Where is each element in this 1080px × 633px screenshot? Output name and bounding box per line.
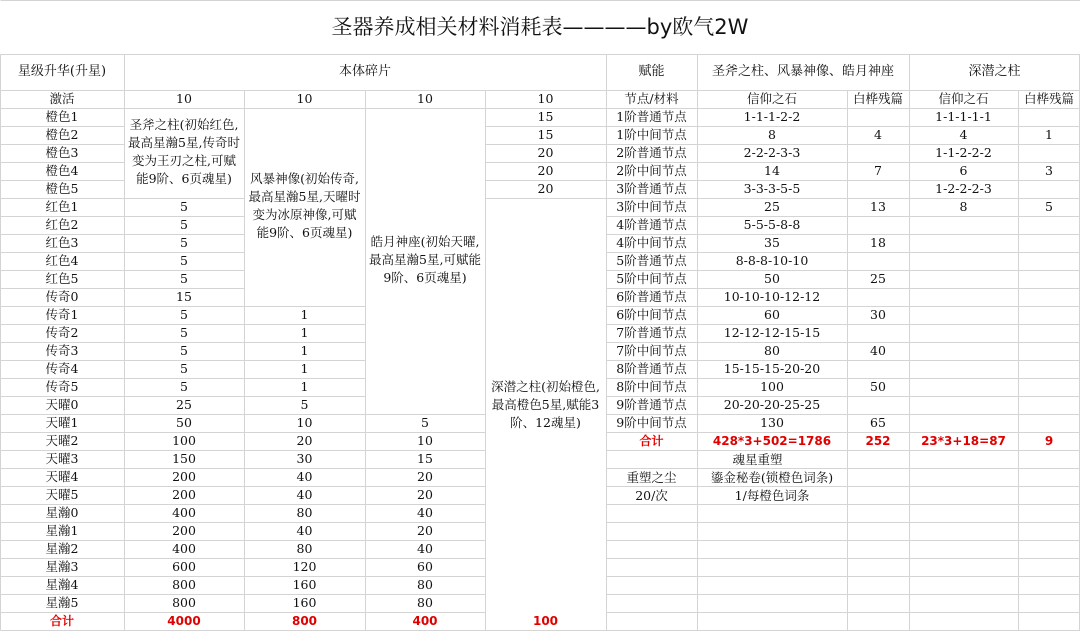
talent-cell-b1 xyxy=(847,288,909,306)
star-cell-b: 10 xyxy=(296,91,313,106)
talent-cell-f2 xyxy=(909,306,1018,324)
star-cell-d: 10 xyxy=(537,91,554,106)
star-cell-d xyxy=(485,198,606,216)
talent-cell-f1: 80 xyxy=(764,343,780,358)
star-cell-d xyxy=(485,342,606,360)
star-cell-d xyxy=(485,486,606,504)
talent-cell-f2 xyxy=(909,216,1018,234)
star-cell-a xyxy=(124,108,244,126)
talent-node-label: 7阶普通节点 xyxy=(616,325,687,340)
star-cell-b xyxy=(244,162,365,180)
star-row-label: 星瀚4 xyxy=(45,577,79,592)
talent-node-label: 4阶中间节点 xyxy=(616,235,687,250)
star-total-a: 4000 xyxy=(167,614,201,628)
talent-total-f2: 23*3+18=87 xyxy=(921,434,1006,448)
talent-cell-f2: 1-2-2-2-3 xyxy=(935,181,992,196)
talent-cell-b2 xyxy=(1018,180,1080,198)
talent-cell-b1 xyxy=(847,396,909,414)
talent-cell-b1 xyxy=(847,216,909,234)
star-cell-d: 15 xyxy=(537,109,554,124)
star-cell-d xyxy=(485,576,606,594)
star-cell-d xyxy=(485,504,606,522)
talent-cell-f2 xyxy=(909,342,1018,360)
star-cell-c xyxy=(365,324,485,342)
star-row-label: 天曜4 xyxy=(45,469,79,484)
talent-node-label: 2阶普通节点 xyxy=(616,145,687,160)
star-cell-b: 1 xyxy=(300,361,309,376)
star-cell-a: 100 xyxy=(172,433,196,448)
star-row-label: 星瀚2 xyxy=(45,541,79,556)
star-cell-b: 20 xyxy=(296,433,313,448)
star-total-b: 800 xyxy=(291,614,318,628)
talent-cell-f1: 8 xyxy=(768,127,776,142)
header-fragments: 本体碎片 xyxy=(338,64,391,79)
talent-cell-b2 xyxy=(1018,342,1080,360)
star-cell-d xyxy=(485,414,606,432)
star-cell-b: 160 xyxy=(292,577,317,592)
talent-cell-f2 xyxy=(909,396,1018,414)
talent-node-label: 7阶中间节点 xyxy=(616,343,687,358)
talent-cell-b1: 13 xyxy=(870,199,886,214)
star-total-d: 100 xyxy=(532,614,559,628)
star-cell-a: 200 xyxy=(172,523,196,538)
star-row-label: 星瀚5 xyxy=(45,595,79,610)
star-row-label: 天曜3 xyxy=(45,451,79,466)
talent-cell-b2: 5 xyxy=(1045,199,1053,214)
star-cell-b: 1 xyxy=(300,307,309,322)
star-cell-d xyxy=(485,540,606,558)
star-cell-a: 800 xyxy=(172,595,196,610)
talent-cell-b1 xyxy=(847,108,909,126)
star-row-label: 红色4 xyxy=(45,253,79,268)
talent-cell-f1: 130 xyxy=(760,415,784,430)
talent-cell-f1: 14 xyxy=(764,163,780,178)
star-total-c: 400 xyxy=(412,614,438,628)
star-cell-a: 200 xyxy=(172,487,196,502)
talent-node-label: 2阶中间节点 xyxy=(616,163,687,178)
star-row-label: 传奇2 xyxy=(45,325,79,340)
star-cell-c: 20 xyxy=(417,487,433,502)
talent-cell-b2 xyxy=(1018,306,1080,324)
star-cell-a: 200 xyxy=(172,469,196,484)
star-cell-b: 1 xyxy=(300,325,309,340)
talent-cell-f1: 50 xyxy=(764,271,780,286)
star-cell-a: 5 xyxy=(180,253,188,268)
star-row-label: 天曜2 xyxy=(45,433,79,448)
star-cell-a: 5 xyxy=(180,379,188,394)
star-cell-d xyxy=(485,432,606,450)
talent-cell-b2 xyxy=(1018,396,1080,414)
talent-node-label: 5阶普通节点 xyxy=(616,253,687,268)
star-cell-b xyxy=(244,108,365,126)
talent-node-label: 5阶中间节点 xyxy=(616,271,687,286)
star-cell-b: 160 xyxy=(292,595,317,610)
talent-node-label: 9阶中间节点 xyxy=(616,415,687,430)
star-cell-d xyxy=(485,522,606,540)
talent-cell-b2 xyxy=(1018,324,1080,342)
talent-total-node: 合计 xyxy=(639,434,664,448)
talent-cell-b1: 50 xyxy=(870,379,886,394)
soul-cost-dust: 20/次 xyxy=(635,488,668,503)
talent-cell-f1: 25 xyxy=(764,199,780,214)
star-cell-c: 40 xyxy=(417,505,433,520)
star-cell-c xyxy=(365,234,485,252)
note-storm-statue: 风暴神像(初始传奇,最高星瀚5星,天曜时变为冰原神像,可赋能9阶、6页魂星) xyxy=(248,171,361,240)
star-cell-d: 20 xyxy=(537,163,554,178)
talent-cell-f1: 3-3-3-5-5 xyxy=(743,181,801,196)
star-cell-c: 80 xyxy=(417,595,433,610)
talent-cell-f1: 8-8-8-10-10 xyxy=(735,253,809,268)
talent-cell-f2 xyxy=(909,288,1018,306)
talent-header-b2: 白桦残篇 xyxy=(1023,91,1074,106)
talent-cell-f2 xyxy=(909,414,1018,432)
star-cell-c: 20 xyxy=(417,523,433,538)
talent-header-f2: 信仰之石 xyxy=(938,91,989,106)
talent-cell-b1: 25 xyxy=(870,271,886,286)
star-cell-c xyxy=(365,216,485,234)
talent-node-label: 8阶普通节点 xyxy=(616,361,687,376)
star-cell-d xyxy=(485,594,606,612)
star-row-label: 传奇3 xyxy=(45,343,79,358)
talent-cell-f2 xyxy=(909,378,1018,396)
star-cell-a: 600 xyxy=(172,559,196,574)
talent-cell-b1 xyxy=(847,360,909,378)
star-cell-c xyxy=(365,342,485,360)
talent-cell-f2: 6 xyxy=(959,163,968,178)
star-cell-c xyxy=(365,198,485,216)
star-cell-c xyxy=(365,270,485,288)
talent-cell-b2 xyxy=(1018,270,1080,288)
star-cell-d xyxy=(485,558,606,576)
star-cell-c: 60 xyxy=(417,559,433,574)
star-row-label: 传奇0 xyxy=(45,289,79,304)
star-cell-c xyxy=(365,306,485,324)
star-cell-d xyxy=(485,468,606,486)
note-abyss-pillar: 深潜之柱(初始橙色,最高橙色5星,赋能3阶、12魂星) xyxy=(491,379,600,430)
star-cell-b: 10 xyxy=(296,415,313,430)
note-axe-pillar: 圣斧之柱(初始红色,最高星瀚5星,传奇时变为王刃之柱,可赋能9阶、6页魂星) xyxy=(128,117,240,186)
talent-node-label: 8阶中间节点 xyxy=(616,379,687,394)
star-cell-d: 20 xyxy=(537,145,554,160)
star-cell-b xyxy=(244,198,365,216)
talent-cell-b2 xyxy=(1018,234,1080,252)
star-cell-a: 150 xyxy=(172,451,196,466)
star-cell-c xyxy=(365,162,485,180)
talent-cell-f2 xyxy=(909,360,1018,378)
header-pillars: 圣斧之柱、风暴神像、皓月神座 xyxy=(711,64,894,79)
star-row-label: 橙色3 xyxy=(45,145,79,160)
star-cell-a: 800 xyxy=(172,577,196,592)
talent-node-label: 4阶普通节点 xyxy=(616,217,687,232)
star-row-label: 激活 xyxy=(49,91,75,106)
talent-cell-f2: 4 xyxy=(959,127,968,142)
star-cell-a: 5 xyxy=(180,217,188,232)
talent-cell-b2 xyxy=(1018,108,1080,126)
note-moon-throne: 皓月神座(初始天曜,最高星瀚5星,可赋能9阶、6页魂星) xyxy=(369,234,481,285)
star-row-label: 传奇4 xyxy=(45,361,79,376)
star-cell-c: 10 xyxy=(417,433,433,448)
talent-cell-b2 xyxy=(1018,216,1080,234)
talent-cell-f2: 1-1-1-1-1 xyxy=(935,109,992,124)
talent-cell-b1: 4 xyxy=(874,127,882,142)
star-row-label: 红色1 xyxy=(45,199,79,214)
soul-cost-scroll: 1/每橙色词条 xyxy=(734,488,810,503)
star-cell-c xyxy=(365,144,485,162)
talent-cell-b1 xyxy=(847,180,909,198)
star-row-label: 橙色5 xyxy=(45,181,79,196)
talent-node-label: 9阶普通节点 xyxy=(616,397,687,412)
talent-cell-f1: 100 xyxy=(760,379,784,394)
talent-cell-f2 xyxy=(909,270,1018,288)
talent-cell-b2 xyxy=(1018,414,1080,432)
star-cell-d xyxy=(485,216,606,234)
star-cell-a: 5 xyxy=(180,325,188,340)
star-cell-c: 40 xyxy=(417,541,433,556)
talent-cell-b2: 3 xyxy=(1045,163,1053,178)
star-row-label: 传奇5 xyxy=(45,379,79,394)
star-row-label: 红色5 xyxy=(45,271,79,286)
talent-total-f1: 428*3+502=1786 xyxy=(712,434,832,448)
star-cell-a: 5 xyxy=(180,361,188,376)
talent-cell-b1 xyxy=(847,324,909,342)
star-row-label: 天曜0 xyxy=(45,397,79,412)
talent-total-b2: 9 xyxy=(1044,434,1054,448)
header-talent: 赋能 xyxy=(638,64,665,79)
talent-node-label: 3阶普通节点 xyxy=(616,181,687,196)
talent-cell-b2 xyxy=(1018,360,1080,378)
star-row-label: 天曜1 xyxy=(45,415,79,430)
talent-cell-b1: 7 xyxy=(874,163,882,178)
star-cell-b: 30 xyxy=(296,451,313,466)
star-cell-b: 120 xyxy=(292,559,317,574)
star-cell-b xyxy=(244,126,365,144)
star-row-label: 天曜5 xyxy=(45,487,79,502)
talent-cell-f1: 10-10-10-12-12 xyxy=(723,289,821,304)
star-row-label: 星瀚0 xyxy=(45,505,79,520)
star-cell-b xyxy=(244,270,365,288)
star-row-label: 橙色4 xyxy=(45,163,79,178)
star-cell-d xyxy=(485,396,606,414)
star-cell-c: 80 xyxy=(417,577,433,592)
talent-node-label: 6阶中间节点 xyxy=(616,307,687,322)
star-cell-d xyxy=(485,306,606,324)
talent-cell-b1: 65 xyxy=(870,415,886,430)
talent-cell-b1 xyxy=(847,252,909,270)
star-row-label: 红色3 xyxy=(45,235,79,250)
soul-scroll: 鎏金秘卷(锁橙色词条) xyxy=(710,470,834,485)
star-cell-a xyxy=(124,162,244,180)
star-cell-b xyxy=(244,234,365,252)
talent-cell-f1: 60 xyxy=(764,307,780,322)
star-cell-d: 20 xyxy=(537,181,554,196)
star-cell-a: 50 xyxy=(176,415,192,430)
talent-cell-b2 xyxy=(1018,378,1080,396)
talent-cell-f1: 1-1-1-2-2 xyxy=(743,109,801,124)
talent-cell-f1: 15-15-15-20-20 xyxy=(723,361,821,376)
star-cell-a: 5 xyxy=(180,307,188,322)
star-cell-a: 15 xyxy=(176,289,192,304)
star-cell-b xyxy=(244,288,365,306)
star-row-label: 橙色1 xyxy=(45,109,79,124)
star-cell-c xyxy=(365,126,485,144)
talent-header-b1: 白桦残篇 xyxy=(852,91,903,106)
star-cell-d xyxy=(485,360,606,378)
star-row-label: 传奇1 xyxy=(45,307,79,322)
talent-cell-b1: 40 xyxy=(870,343,886,358)
star-cell-b: 80 xyxy=(296,541,313,556)
talent-cell-f1: 35 xyxy=(764,235,780,250)
star-cell-b xyxy=(244,144,365,162)
star-cell-d xyxy=(485,252,606,270)
star-cell-c xyxy=(365,108,485,126)
soul-dust: 重塑之尘 xyxy=(626,470,677,485)
star-cell-b: 40 xyxy=(296,487,313,502)
talent-cell-b1: 30 xyxy=(870,307,886,322)
talent-cell-b2 xyxy=(1018,252,1080,270)
star-cell-c xyxy=(365,360,485,378)
star-row-label: 星瀚1 xyxy=(45,523,79,538)
star-cell-d xyxy=(485,378,606,396)
star-row-label: 橙色2 xyxy=(45,127,79,142)
star-row-label: 星瀚3 xyxy=(45,559,79,574)
star-cell-a: 25 xyxy=(176,397,192,412)
talent-cell-f1: 2-2-2-3-3 xyxy=(743,145,801,160)
talent-cell-b2: 1 xyxy=(1045,127,1053,142)
star-cell-c: 5 xyxy=(421,415,429,430)
star-cell-c xyxy=(365,378,485,396)
talent-cell-b1 xyxy=(847,144,909,162)
talent-cell-f2 xyxy=(909,324,1018,342)
talent-cell-f1: 5-5-5-8-8 xyxy=(743,217,801,232)
star-cell-b: 40 xyxy=(296,469,313,484)
soul-title: 魂星重塑 xyxy=(732,452,783,467)
star-cell-d xyxy=(485,450,606,468)
star-cell-a: 400 xyxy=(172,541,196,556)
star-cell-d xyxy=(485,270,606,288)
star-cell-c xyxy=(365,396,485,414)
star-cell-c: 10 xyxy=(417,91,433,106)
star-cell-a: 5 xyxy=(180,343,188,358)
star-cell-b xyxy=(244,180,365,198)
star-cell-a: 400 xyxy=(172,505,196,520)
talent-cell-f2: 1-1-2-2-2 xyxy=(935,145,992,160)
talent-cell-b2 xyxy=(1018,288,1080,306)
page-title: 圣器养成相关材料消耗表————by欧气2W xyxy=(331,15,749,39)
star-cell-d xyxy=(485,288,606,306)
star-cell-c xyxy=(365,288,485,306)
star-cell-a xyxy=(124,126,244,144)
talent-node-label: 1阶中间节点 xyxy=(616,127,687,142)
star-cell-d xyxy=(485,234,606,252)
star-cell-b: 1 xyxy=(300,343,309,358)
talent-cell-f1: 12-12-12-15-15 xyxy=(723,325,821,340)
talent-cell-b1: 18 xyxy=(870,235,886,250)
talent-total-b1: 252 xyxy=(865,434,891,448)
star-cell-a: 5 xyxy=(180,235,188,250)
talent-cell-f2 xyxy=(909,252,1018,270)
talent-header-f1: 信仰之石 xyxy=(746,91,797,106)
star-cell-c xyxy=(365,252,485,270)
talent-cell-f2 xyxy=(909,234,1018,252)
star-cell-d: 15 xyxy=(537,127,554,142)
star-cell-a: 5 xyxy=(180,199,188,214)
talent-node-label: 1阶普通节点 xyxy=(616,109,687,124)
star-cell-b: 5 xyxy=(300,397,309,412)
star-cell-c xyxy=(365,180,485,198)
star-cell-b: 80 xyxy=(296,505,313,520)
star-row-label: 红色2 xyxy=(45,217,79,232)
talent-header-node: 节点/材料 xyxy=(624,91,679,106)
star-cell-b xyxy=(244,252,365,270)
star-cell-b: 1 xyxy=(300,379,309,394)
header-abyss: 深潜之柱 xyxy=(968,64,1021,79)
header-star: 星级升华(升星) xyxy=(17,64,107,79)
talent-node-label: 6阶普通节点 xyxy=(616,289,687,304)
talent-cell-b2 xyxy=(1018,144,1080,162)
talent-cell-f1: 20-20-20-25-25 xyxy=(723,397,821,412)
talent-node-label: 3阶中间节点 xyxy=(616,199,687,214)
star-cell-a xyxy=(124,144,244,162)
talent-cell-f2: 8 xyxy=(959,199,968,214)
star-cell-a: 5 xyxy=(180,271,188,286)
star-cell-b xyxy=(244,216,365,234)
star-cell-d xyxy=(485,324,606,342)
star-cell-a xyxy=(124,180,244,198)
star-cell-c: 15 xyxy=(417,451,433,466)
star-cell-a: 10 xyxy=(176,91,192,106)
star-cell-c: 20 xyxy=(417,469,433,484)
star-total-label: 合计 xyxy=(49,614,74,628)
star-cell-b: 40 xyxy=(296,523,313,538)
